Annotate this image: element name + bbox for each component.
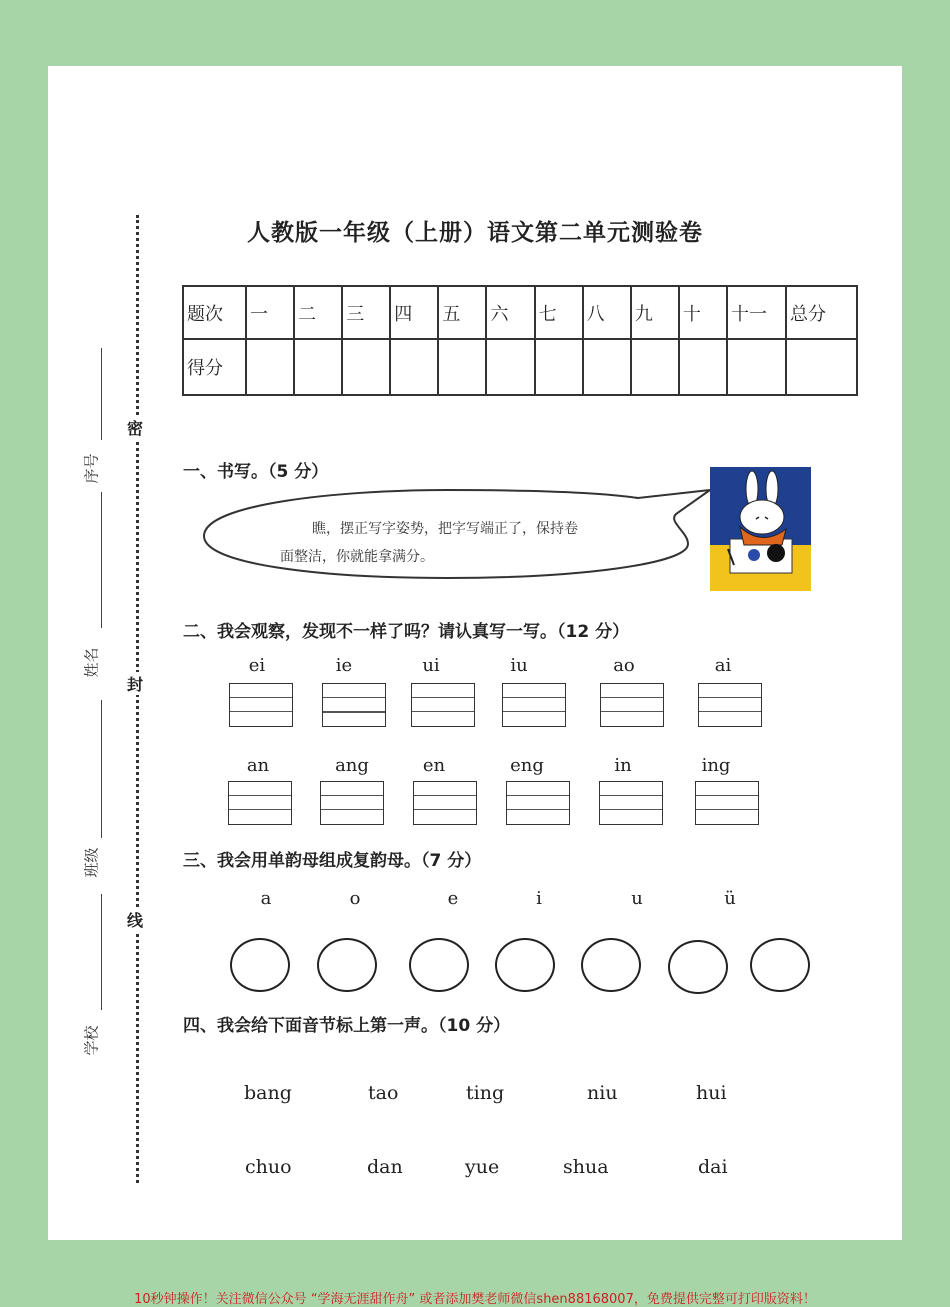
writing-box[interactable]	[411, 683, 475, 727]
page-title: 人教版一年级（上册）语文第二单元测验卷	[247, 220, 703, 246]
writing-box[interactable]	[506, 781, 570, 825]
writing-box[interactable]	[413, 781, 477, 825]
score-cell[interactable]	[294, 339, 342, 395]
score-header-cell: 三	[342, 286, 390, 339]
pinyin-label: ao	[613, 655, 635, 676]
pinyin-label: eng	[510, 755, 544, 776]
section-4-heading: 四、我会给下面音节标上第一声。（10 分）	[183, 1016, 511, 1036]
score-cell[interactable]	[786, 339, 857, 395]
side-label-school: 学校	[82, 1025, 101, 1056]
score-table-header-row	[183, 286, 857, 339]
syllable[interactable]: shua	[563, 1156, 609, 1178]
pinyin-label: ang	[335, 755, 369, 776]
writing-box[interactable]	[600, 683, 664, 727]
binding-char-xian: 线	[124, 908, 146, 931]
syllable[interactable]: yue	[465, 1156, 500, 1178]
vowel-label: e	[447, 888, 459, 909]
answer-circle[interactable]	[581, 938, 641, 992]
score-cell[interactable]	[390, 339, 438, 395]
side-line-4	[101, 894, 102, 1010]
pinyin-label: in	[614, 755, 632, 776]
vowel-label: u	[631, 888, 643, 909]
section-2-heading: 二、我会观察，发现不一样了吗？请认真写一写。（12 分）	[183, 622, 630, 642]
vowel-label: ü	[724, 888, 736, 909]
score-cell[interactable]	[486, 339, 534, 395]
pinyin-label: en	[422, 755, 446, 776]
syllable[interactable]: bang	[244, 1082, 292, 1104]
syllable[interactable]: hui	[696, 1082, 727, 1104]
vowel-label: i	[536, 888, 542, 909]
score-header-cell: 总分	[786, 286, 857, 339]
score-header-cell: 题次	[183, 286, 246, 339]
section-1-heading: 一、书写。（5 分）	[183, 462, 329, 482]
score-header-cell: 八	[583, 286, 631, 339]
writing-box[interactable]	[320, 781, 384, 825]
pinyin-label: ui	[422, 655, 440, 676]
score-cell[interactable]	[631, 339, 679, 395]
syllable[interactable]: dan	[367, 1156, 403, 1178]
score-header-cell: 十一	[727, 286, 786, 339]
writing-box[interactable]	[322, 683, 386, 727]
score-table	[182, 285, 858, 396]
syllable[interactable]: dai	[698, 1156, 728, 1178]
binding-char-feng: 封	[124, 672, 146, 695]
rabbit-writing-illustration	[710, 467, 811, 591]
score-header-cell: 六	[486, 286, 534, 339]
side-line-2	[101, 492, 102, 628]
bubble-text-line-2: 面整洁，你就能拿满分。	[280, 549, 434, 565]
writing-box[interactable]	[695, 781, 759, 825]
pinyin-label: ai	[714, 655, 732, 676]
binding-char-mi: 密	[124, 416, 146, 439]
score-cell[interactable]	[535, 339, 583, 395]
side-line-1	[101, 348, 102, 440]
answer-circle[interactable]	[317, 938, 377, 992]
pinyin-label: an	[246, 755, 270, 776]
answer-circle[interactable]	[750, 938, 810, 992]
side-label-class: 班级	[82, 847, 101, 878]
score-table-score-row	[183, 339, 857, 395]
score-cell[interactable]	[727, 339, 786, 395]
score-header-cell: 二	[294, 286, 342, 339]
binding-dotted-line	[136, 215, 139, 1183]
answer-circle[interactable]	[409, 938, 469, 992]
vowel-label: o	[349, 888, 361, 909]
syllable[interactable]: chuo	[245, 1156, 292, 1178]
score-header-cell: 五	[438, 286, 486, 339]
vowel-label: a	[260, 888, 272, 909]
syllable[interactable]: tao	[368, 1082, 399, 1104]
answer-circle[interactable]	[230, 938, 290, 992]
score-cell[interactable]	[679, 339, 727, 395]
score-header-cell: 七	[535, 286, 583, 339]
score-header-cell: 一	[246, 286, 294, 339]
pinyin-label: iu	[510, 655, 528, 676]
promo-footer: 10秒钟操作！关注微信公众号 “学海无涯甜作舟” 或者添加樊老师微信shen88168007，免费提供完整可打印版资料！	[134, 1292, 816, 1307]
score-header-cell: 四	[390, 286, 438, 339]
score-label-cell: 得分	[183, 339, 246, 395]
writing-box[interactable]	[502, 683, 566, 727]
answer-circle[interactable]	[495, 938, 555, 992]
section-3-heading: 三、我会用单韵母组成复韵母。（7 分）	[183, 851, 482, 871]
score-cell[interactable]	[438, 339, 486, 395]
bubble-text-line-1: 瞧，摆正写字姿势，把字写端正了，保持卷	[312, 521, 578, 537]
writing-box[interactable]	[698, 683, 762, 727]
side-line-3	[101, 700, 102, 838]
side-label-number: 序号	[82, 453, 101, 484]
pinyin-label: ie	[335, 655, 353, 676]
syllable[interactable]: ting	[466, 1082, 505, 1104]
pinyin-label: ei	[248, 655, 266, 676]
side-label-name: 姓名	[82, 647, 101, 678]
pinyin-label: ing	[701, 755, 731, 776]
writing-box[interactable]	[599, 781, 663, 825]
score-cell[interactable]	[342, 339, 390, 395]
writing-box[interactable]	[229, 683, 293, 727]
writing-box[interactable]	[228, 781, 292, 825]
score-header-cell: 十	[679, 286, 727, 339]
score-cell[interactable]	[246, 339, 294, 395]
syllable[interactable]: niu	[587, 1082, 618, 1104]
score-header-cell: 九	[631, 286, 679, 339]
score-cell[interactable]	[583, 339, 631, 395]
answer-circle[interactable]	[668, 940, 728, 994]
